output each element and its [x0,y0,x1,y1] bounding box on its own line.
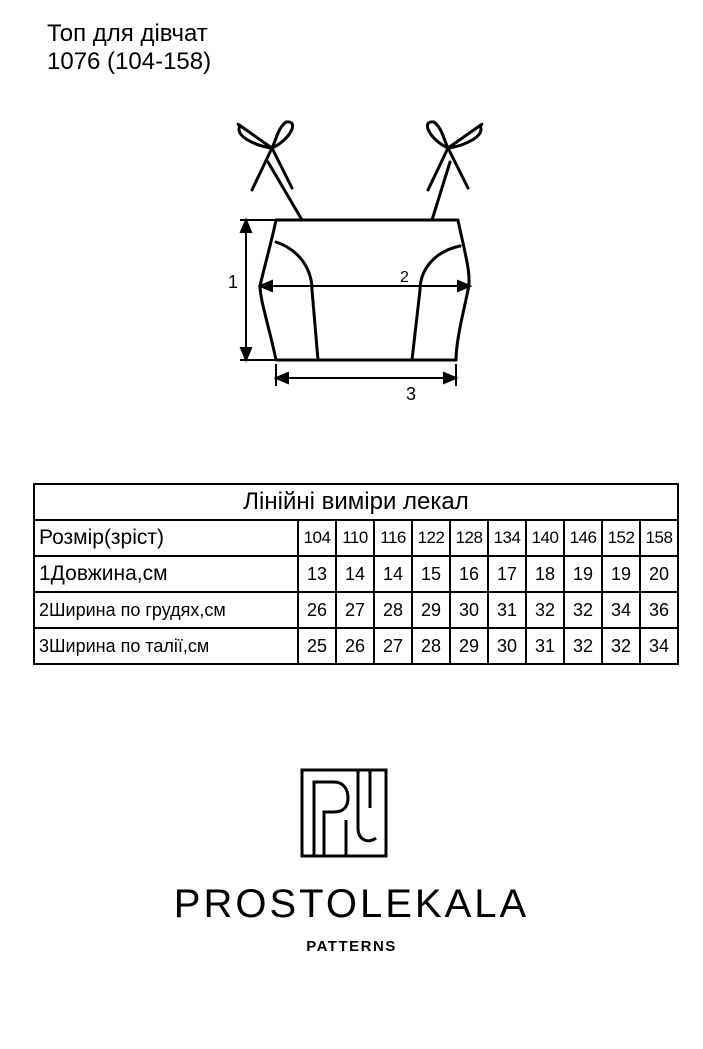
value-cell: 18 [526,556,564,592]
measure-3-label: 3 [406,384,417,404]
value-cell: 28 [374,592,412,628]
table-row [34,592,678,628]
right-strap [432,162,450,220]
value-cell: 31 [488,592,526,628]
size-cell: 158 [640,520,678,556]
value-cell: 26 [298,592,336,628]
value-cell: 32 [526,592,564,628]
value-cell: 36 [640,592,678,628]
value-cell: 28 [412,628,450,664]
value-cell: 13 [298,556,336,592]
value-cell: 34 [602,592,640,628]
size-header-label: Розмір(зріст) [34,520,298,556]
size-cell: 110 [336,520,374,556]
left-bow-loop [238,122,293,148]
value-cell: 29 [412,592,450,628]
brand-logo-icon [300,768,390,860]
measure-2-label: 2 [400,269,409,286]
value-cell: 20 [640,556,678,592]
value-cell: 19 [602,556,640,592]
size-cell: 122 [412,520,450,556]
size-cell: 152 [602,520,640,556]
row-label: 1Довжина,см [34,556,298,592]
size-cell: 116 [374,520,412,556]
row-label: 2Ширина по грудях,см [34,592,298,628]
measurements-table [33,483,679,665]
size-cell: 134 [488,520,526,556]
value-cell: 32 [564,628,602,664]
table-row [34,556,678,592]
value-cell: 14 [336,556,374,592]
value-cell: 14 [374,556,412,592]
table-row [34,628,678,664]
table-header-row [34,520,678,556]
value-cell: 19 [564,556,602,592]
value-cell: 32 [602,628,640,664]
size-cell: 146 [564,520,602,556]
value-cell: 26 [336,628,374,664]
value-cell: 30 [450,592,488,628]
product-title: Топ для дівчат [47,20,208,47]
right-princess-seam [412,246,460,360]
left-princess-seam [276,242,318,360]
row-label: 3Ширина по талії,см [34,628,298,664]
brand-name: PROSTOLEKALA [173,882,530,926]
value-cell: 27 [374,628,412,664]
value-cell: 25 [298,628,336,664]
title-block [47,20,211,76]
value-cell: 32 [564,592,602,628]
value-cell: 27 [336,592,374,628]
size-cell: 128 [450,520,488,556]
product-code: 1076 (104-158) [47,48,212,75]
value-cell: 15 [412,556,450,592]
right-bow-loop [427,122,482,148]
value-cell: 31 [526,628,564,664]
size-cell: 104 [298,520,336,556]
size-cell: 140 [526,520,564,556]
table-caption-row [34,484,678,520]
value-cell: 16 [450,556,488,592]
value-cell: 34 [640,628,678,664]
measure-1-label: 1 [228,272,239,292]
brand-subtitle: PATTERNS [306,938,397,955]
value-cell: 17 [488,556,526,592]
value-cell: 29 [450,628,488,664]
garment-sketch [220,110,500,410]
value-cell: 30 [488,628,526,664]
garment-body [260,220,469,360]
table-caption: Лінійні виміри лекал [34,484,678,520]
